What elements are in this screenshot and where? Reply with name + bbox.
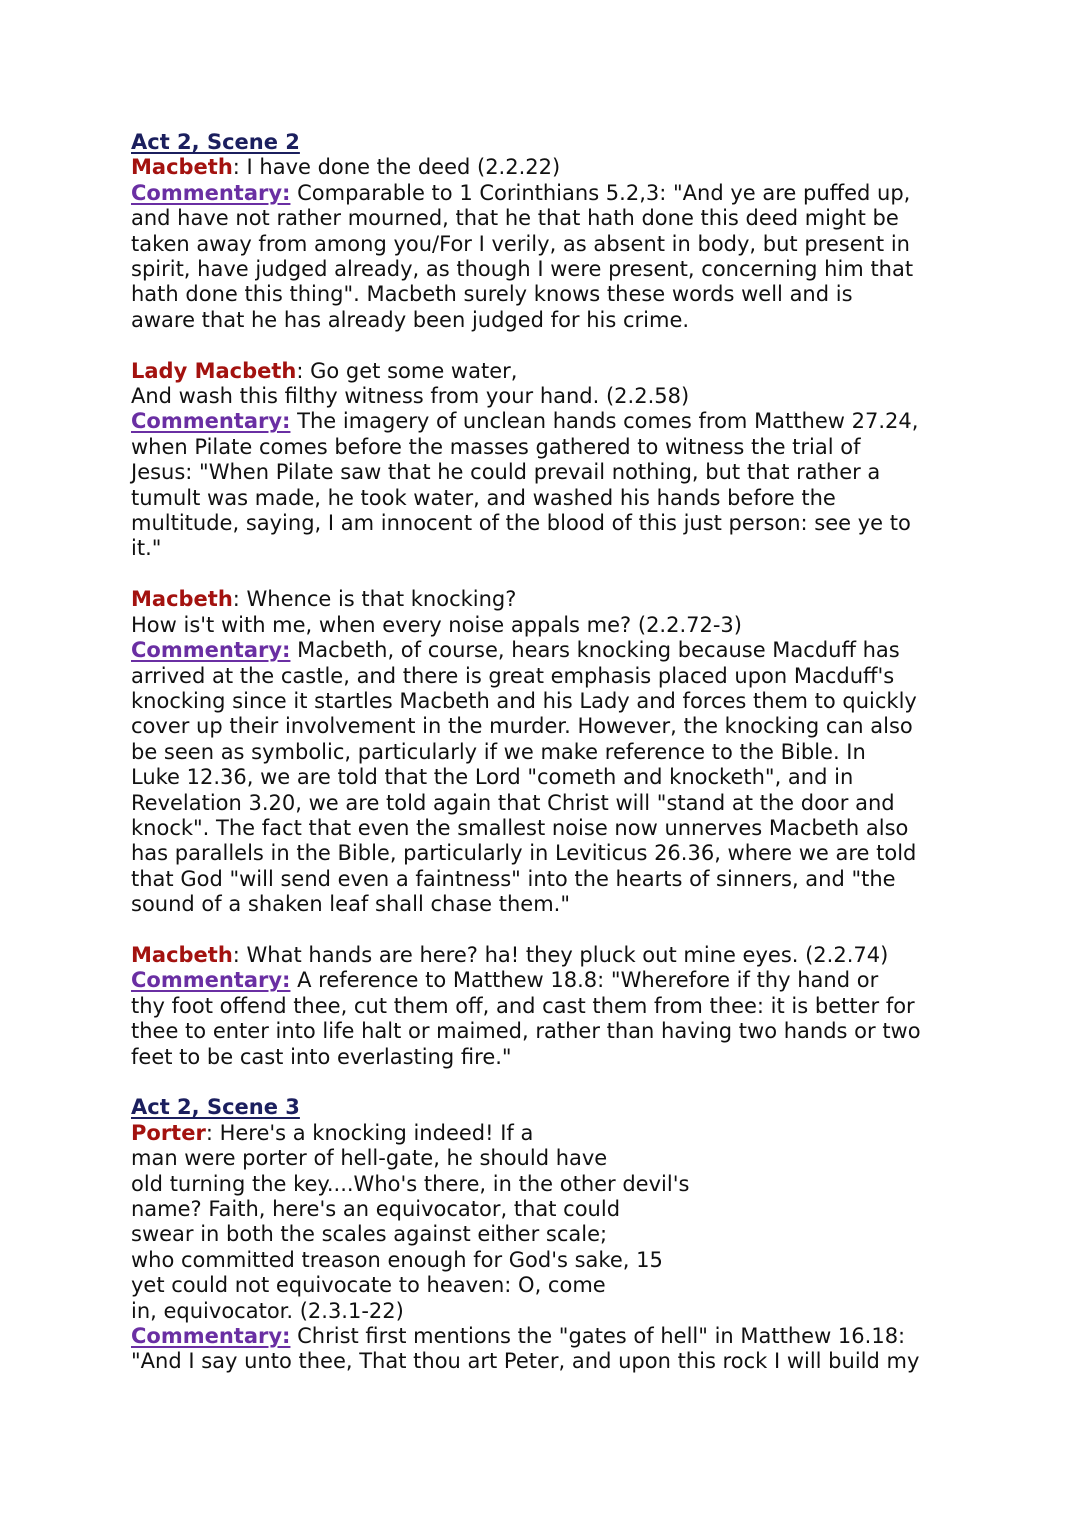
commentary-text: thy foot offend thee, cut them off, and cast them from thee: it is better for — [131, 993, 915, 1018]
commentary-text: Luke 12.36, we are told that the Lord "cometh and knocketh", and in — [131, 765, 854, 790]
commentary-text: "And I say unto thee, That thou art Peter, and upon this rock I will build my — [131, 1349, 920, 1374]
quote-text: name? Faith, here's an equivocator, that could — [131, 1197, 621, 1221]
quote-text: : I have done the deed (2.2.22) — [232, 155, 561, 180]
quote-line — [131, 359, 961, 384]
quote-text: : Here's a knocking indeed! If a — [205, 1120, 534, 1145]
speaker-name: Lady Macbeth — [131, 358, 297, 383]
commentary-text: be seen as symbolic, particularly if we make reference to the Bible. In — [131, 739, 866, 764]
commentary-text: Christ first mentions the "gates of hell" in Matthew 16.18: — [290, 1324, 906, 1349]
commentary-text: cover up their involvement in the murder. However, the knocking can also — [131, 714, 913, 739]
commentary-text: The imagery of unclean hands comes from Matthew 27.24, — [290, 409, 919, 434]
commentary-text: aware that he has already been judged for his crime. — [131, 307, 690, 332]
commentary-text: Jesus: "When Pilate saw that he could prevail nothing, but that rather a — [131, 460, 881, 485]
quote-text: man were porter of hell-gate, he should have — [131, 1146, 608, 1171]
commentary-text: knocking since it startles Macbeth and his Lady and forces them to quickly — [131, 688, 917, 713]
commentary-link[interactable]: Commentary: — [131, 180, 291, 205]
commentary-link[interactable]: Commentary: — [131, 968, 291, 993]
commentary-link[interactable]: Commentary: — [131, 409, 291, 434]
commentary-text: multitude, saying, I am innocent of the blood of this just person: see ye to — [131, 511, 911, 536]
quote-text: : What hands are here? ha! they pluck out mine eyes. (2.2.74) — [232, 942, 889, 967]
commentary-text: taken away from among you/For I verily, as absent in body, but present in — [131, 231, 910, 256]
speaker-name: Porter — [131, 1120, 206, 1145]
quote-text: And wash this filthy witness from your hand. (2.2.58) — [131, 384, 690, 409]
commentary-text: Revelation 3.20, we are told again that Christ will "stand at the door and — [131, 790, 895, 815]
commentary-link[interactable]: Commentary: — [131, 638, 291, 663]
commentary-line — [131, 1324, 961, 1349]
quote-line — [131, 1121, 961, 1146]
commentary-text: it." — [131, 536, 162, 561]
commentary-text: knock". The fact that even the smallest noise now unnerves Macbeth also — [131, 815, 909, 840]
speech-entry — [131, 943, 961, 1070]
quote-line — [131, 155, 961, 180]
quote-line — [131, 587, 961, 612]
commentary-line — [131, 968, 961, 993]
speech-entry — [131, 359, 961, 562]
commentary-text: has parallels in the Bible, particularly in Leviticus 26.36, where we are told — [131, 841, 917, 866]
quote-text: swear in both the scales against either scale; — [131, 1222, 608, 1247]
commentary-text: hath done this thing". Macbeth surely knows these words well and is — [131, 282, 853, 307]
quote-text: who committed treason enough for God's sake, 15 — [131, 1247, 663, 1272]
scene-heading-link[interactable]: Act 2, Scene 2 — [131, 130, 300, 154]
quote-line — [131, 943, 961, 968]
commentary-text: arrived at the castle, and there is great emphasis placed upon Macduff's — [131, 663, 895, 688]
speech-entry — [131, 587, 961, 917]
speaker-name: Macbeth — [131, 942, 233, 967]
commentary-text: Macbeth, of course, hears knocking because Macduff has — [290, 638, 900, 663]
commentary-link[interactable]: Commentary: — [131, 1324, 291, 1349]
speaker-name: Macbeth — [131, 155, 233, 180]
commentary-text: when Pilate comes before the masses gathered to witness the trial of — [131, 434, 861, 459]
quote-text: old turning the key....Who's there, in the other devil's — [131, 1171, 690, 1196]
scene-heading[interactable] — [131, 1095, 961, 1120]
speech-entry — [131, 1121, 961, 1375]
quote-text: : Go get some water, — [296, 358, 518, 383]
commentary-text: thee to enter into life halt or maimed, rather than having two hands or two — [131, 1019, 921, 1044]
commentary-text: tumult was made, he took water, and washed his hands before the — [131, 485, 836, 510]
quote-text: : Whence is that knocking? — [232, 587, 517, 612]
quote-text: How is't with me, when every noise appals me? (2.2.72-3) — [131, 612, 742, 637]
quote-text: in, equivocator. (2.3.1-22) — [131, 1298, 404, 1323]
commentary-line — [131, 181, 961, 206]
scene-heading[interactable] — [131, 130, 961, 155]
commentary-text: Comparable to 1 Corinthians 5.2,3: "And ye are puffed up, — [290, 180, 911, 205]
commentary-text: that God "will send even a faintness" into the hearts of sinners, and "the — [131, 866, 896, 891]
paragraph-gap — [131, 333, 961, 358]
commentary-line — [131, 409, 961, 434]
paragraph-gap — [131, 562, 961, 587]
paragraph-gap — [131, 1070, 961, 1095]
commentary-text: sound of a shaken leaf shall chase them." — [131, 892, 570, 917]
speaker-name: Macbeth — [131, 587, 233, 612]
commentary-line — [131, 638, 961, 663]
quote-text: yet could not equivocate to heaven: O, come — [131, 1273, 606, 1298]
paragraph-gap — [131, 918, 961, 943]
speech-entry — [131, 155, 961, 333]
commentary-text: and have not rather mourned, that he that hath done this deed might be — [131, 206, 899, 231]
commentary-text: spirit, have judged already, as though I were present, concerning him that — [131, 257, 914, 282]
scene-heading-link[interactable]: Act 2, Scene 3 — [131, 1095, 300, 1120]
commentary-text: feet to be cast into everlasting fire." — [131, 1044, 512, 1069]
document-page — [131, 130, 961, 1375]
commentary-text: A reference to Matthew 18.8: "Wherefore if thy hand or — [290, 968, 879, 993]
